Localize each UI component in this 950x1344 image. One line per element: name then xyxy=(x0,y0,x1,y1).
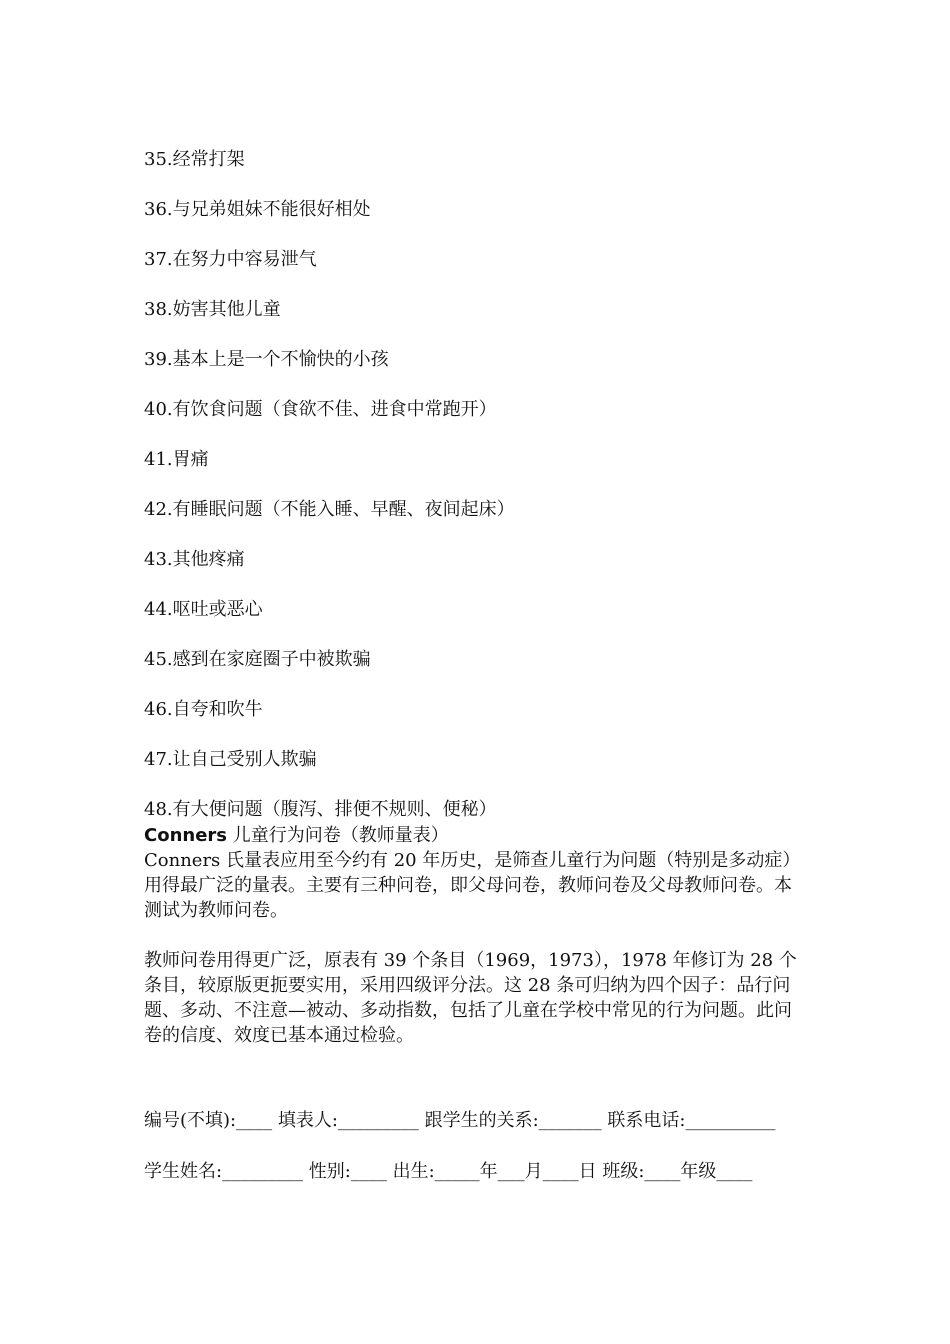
questionnaire-item: 40.有饮食问题（食欲不佳、进食中常跑开） xyxy=(144,399,497,420)
questionnaire-item: 48.有大便问题（腹泻、排便不规则、便秘） xyxy=(144,799,497,820)
questionnaire-item-list xyxy=(144,147,804,823)
questionnaire-item: 38.妨害其他儿童 xyxy=(144,299,281,320)
form-line-student: 学生姓名:_________ 性别:____ 出生:_____年___月____日 班级:____年级____ xyxy=(144,1161,753,1182)
section-spacer xyxy=(144,1048,804,1108)
questionnaire-item: 46.自夸和吹牛 xyxy=(144,699,263,720)
questionnaire-item: 43.其他疼痛 xyxy=(144,549,245,570)
form-line-respondent: 编号(不填):____ 填表人:_________ 跟学生的关系:_______ 联系电话:__________ xyxy=(144,1110,776,1131)
section-title-bold: Conners xyxy=(144,825,228,846)
questionnaire-item: 35.经常打架 xyxy=(144,149,245,170)
questionnaire-item: 39.基本上是一个不愉快的小孩 xyxy=(144,349,389,370)
section-title-rest: 儿童行为问卷（教师量表） xyxy=(232,825,449,846)
document-content xyxy=(144,147,804,1184)
questionnaire-item: 37.在努力中容易泄气 xyxy=(144,249,317,270)
section-title xyxy=(144,823,804,848)
intro-paragraph: Conners 氏量表应用至今约有 20 年历史，是筛查儿童行为问题（特别是多动症）用得最广泛的量表。主要有三种问卷，即父母问卷，教师问卷及父母教师问卷。本测试为教师问卷。 xyxy=(144,850,801,921)
form-spacer xyxy=(144,1133,804,1159)
questionnaire-item: 45.感到在家庭圈子中被欺骗 xyxy=(144,649,371,670)
questionnaire-item: 41.胃痛 xyxy=(144,449,209,470)
questionnaire-item: 42.有睡眠问题（不能入睡、早醒、夜间起床） xyxy=(144,499,515,520)
description-paragraph: 教师问卷用得更广泛，原表有 39 个条目（1969，1973），1978 年修订为 28 个条目，较原版更扼要实用，采用四级评分法。这 28 条可归纳为四个因子：品行问题、多动、不注意—被动、多动指数，包括了儿童在学校中常见的行为问题。此问卷的信度、效度已基本通过检验。 xyxy=(144,950,797,1046)
questionnaire-item: 44.呕吐或恶心 xyxy=(144,599,263,620)
paragraph-spacer xyxy=(144,923,804,948)
questionnaire-item: 36.与兄弟姐妹不能很好相处 xyxy=(144,199,371,220)
questionnaire-item: 47.让自己受别人欺骗 xyxy=(144,749,317,770)
